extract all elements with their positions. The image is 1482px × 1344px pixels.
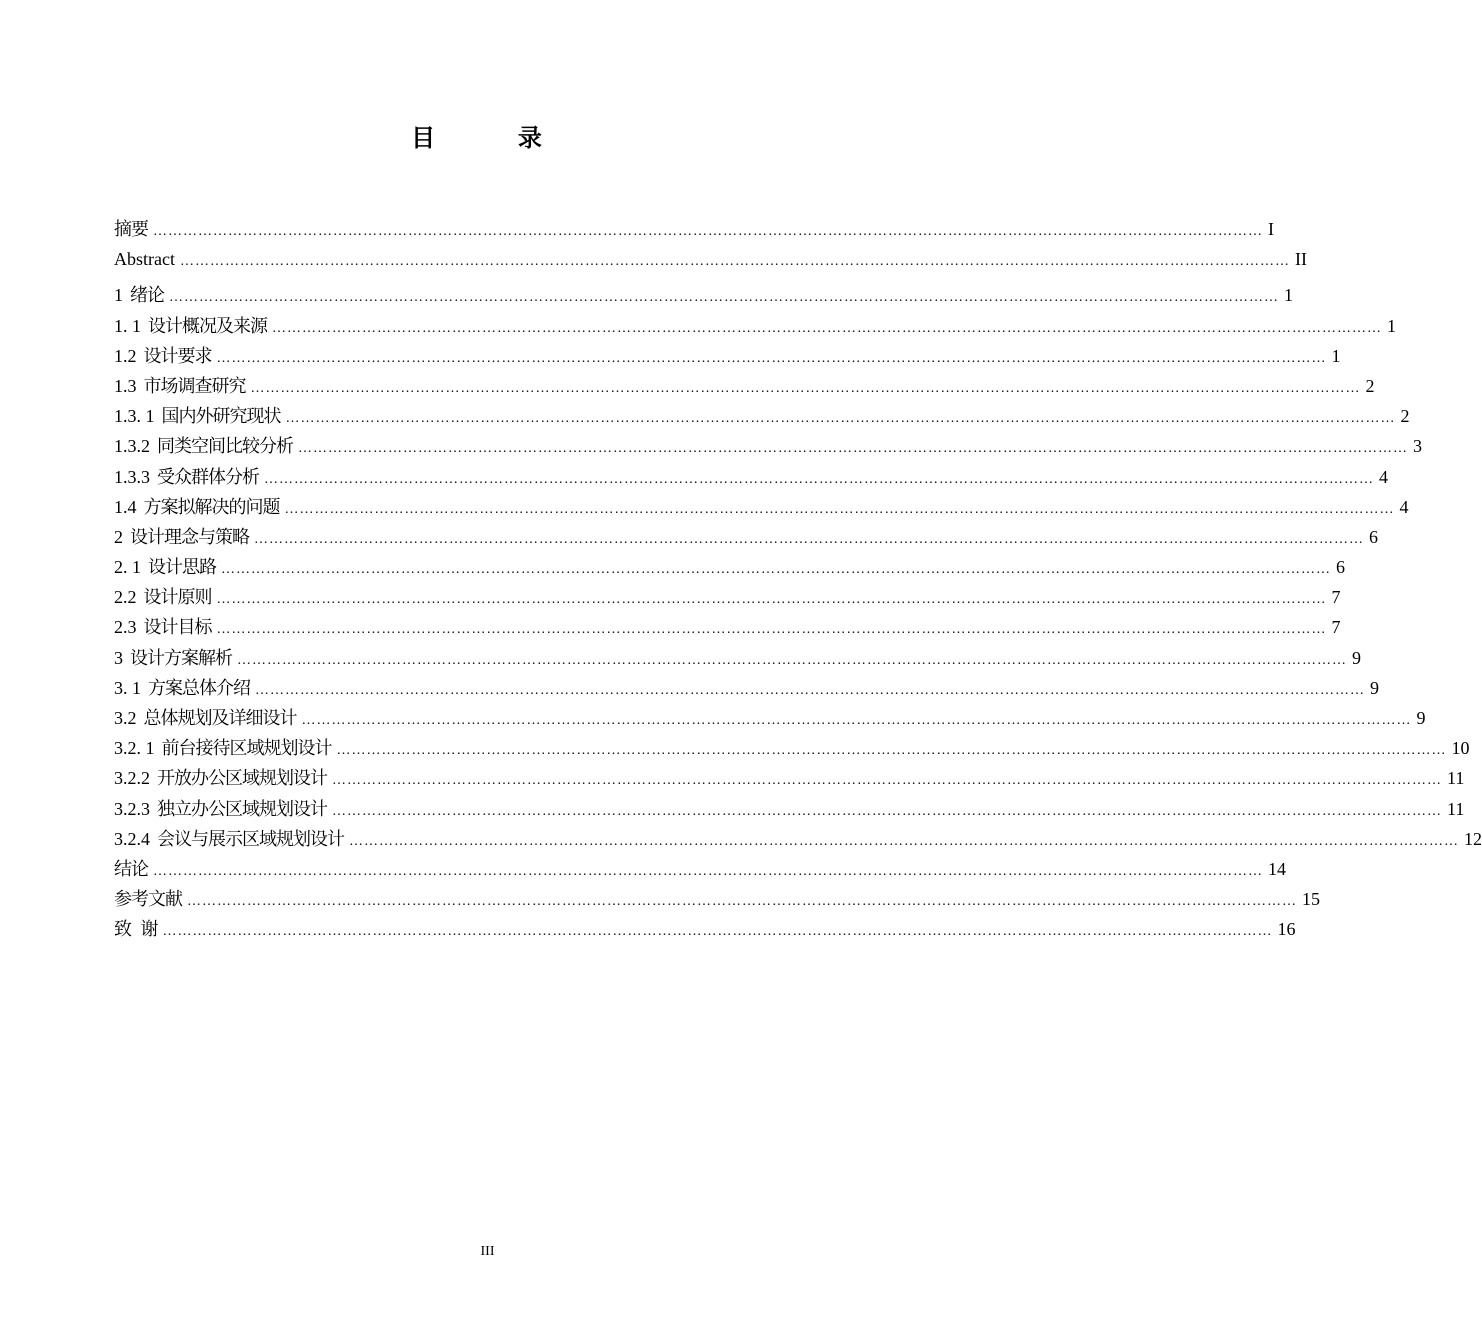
toc-entry-label: 结论: [114, 858, 148, 880]
toc-entry-label: 设计理念与策略: [130, 526, 249, 548]
toc-entry-page: 14: [1268, 858, 1286, 879]
toc-entry-label: 市场调查研究: [143, 375, 246, 397]
toc-entry-page: 16: [1277, 919, 1296, 940]
toc-entry-label: 设计原则: [143, 587, 212, 609]
toc-entry-label: 国内外研究现状: [161, 406, 281, 428]
toc-entry-1-3-2[interactable]: [114, 431, 1422, 461]
toc-entry-number: 2.3: [114, 617, 137, 638]
toc-entry-number: 1.3.2: [114, 436, 150, 457]
toc-entry-number: 3.2.3: [114, 798, 150, 819]
toc-entry-label: 开放办公区域规划设计: [157, 768, 327, 790]
toc-entry-1-2[interactable]: [114, 341, 1341, 371]
toc-entry-page: 1: [1284, 285, 1293, 306]
toc-entry-3-1[interactable]: [114, 673, 1379, 703]
toc-entry-number: 3.2.4: [114, 828, 150, 849]
toc-entry-3-2-4[interactable]: [114, 824, 1482, 854]
toc-entry-number: 1.4: [114, 496, 137, 517]
toc-entry-2-3[interactable]: [114, 612, 1341, 642]
toc-entry-page: 4: [1379, 466, 1388, 487]
toc-entry-page: 11: [1447, 798, 1465, 819]
toc-entry-page: 9: [1370, 677, 1379, 698]
toc-entry-label: 设计思路: [148, 557, 216, 579]
toc-entry-1-3[interactable]: [114, 371, 1375, 401]
toc-entry-page: 7: [1331, 617, 1341, 638]
toc-entry-abstract-cn[interactable]: [114, 214, 1274, 244]
table-of-contents: [114, 214, 1482, 945]
toc-entry-page: 9: [1352, 647, 1361, 668]
toc-entry-label: 方案总体介绍: [148, 677, 250, 699]
dot-leader: ……………………………………………………………………………………………………………………………………………………………………………………………………: [298, 441, 1408, 457]
dot-leader: ……………………………………………………………………………………………………………………………………………………………………………………………………: [301, 713, 1412, 728]
dot-leader: ……………………………………………………………………………………………………………………………………………………………………………………………………: [216, 592, 1327, 608]
dot-leader: ……………………………………………………………………………………………………………………………………………………………………………………………………: [237, 652, 1347, 668]
toc-entry-number: 3.2: [114, 708, 137, 728]
toc-entry-label: 同类空间比较分析: [157, 436, 293, 458]
dot-leader: ……………………………………………………………………………………………………………………………………………………………………………………………………: [162, 924, 1273, 940]
dot-leader: ……………………………………………………………………………………………………………………………………………………………………………………………………: [336, 743, 1447, 759]
toc-entry-label: 前台接待区域规划设计: [161, 738, 332, 760]
toc-entry-label: 总体规划及详细设计: [143, 708, 297, 729]
toc-entry-3-2-3[interactable]: [114, 794, 1465, 824]
dot-leader: ……………………………………………………………………………………………………………………………………………………………………………………………………: [254, 531, 1364, 547]
toc-entry-label: 致 谢: [114, 919, 158, 941]
toc-entry-number: 1.3.3: [114, 466, 150, 487]
toc-entry-label: 摘要: [114, 219, 148, 240]
toc-entry-references[interactable]: [114, 884, 1320, 914]
toc-entry-label: 会议与展示区域规划设计: [157, 828, 344, 850]
toc-entry-number: 3.2. 1: [114, 738, 155, 759]
toc-entry-1-1[interactable]: [114, 311, 1396, 341]
toc-entry-page: 2: [1400, 406, 1410, 427]
toc-entry-3-2[interactable]: [114, 703, 1426, 733]
dot-leader: ……………………………………………………………………………………………………………………………………………………………………………………………………: [169, 290, 1279, 306]
toc-entry-label: 设计要求: [143, 345, 212, 367]
toc-entry-3-2-2[interactable]: [114, 763, 1465, 793]
toc-entry-page: 2: [1365, 375, 1375, 396]
toc-entry-number: 2.2: [114, 587, 137, 608]
toc-entry-label: 绪论: [130, 285, 164, 307]
toc-entry-page: 3: [1413, 436, 1422, 457]
toc-entry-2[interactable]: [114, 522, 1378, 552]
toc-entry-page: 12: [1464, 828, 1482, 849]
toc-entry-number: 1.3. 1: [114, 406, 155, 427]
toc-entry-label: 受众群体分析: [157, 466, 259, 488]
toc-entry-number: 3. 1: [114, 677, 141, 698]
toc-entry-number: 1.3: [114, 375, 137, 396]
page-title: 目 录: [411, 124, 564, 152]
toc-entry-page: 1: [1331, 345, 1341, 366]
toc-entry-2-2[interactable]: [114, 582, 1341, 612]
toc-entry-2-1[interactable]: [114, 552, 1345, 582]
dot-leader: ……………………………………………………………………………………………………………………………………………………………………………………………………: [153, 224, 1263, 239]
toc-entry-label: 方案拟解决的问题: [143, 496, 280, 518]
dot-leader: ……………………………………………………………………………………………………………………………………………………………………………………………………: [255, 682, 1365, 698]
dot-leader: ……………………………………………………………………………………………………………………………………………………………………………………………………: [153, 863, 1263, 879]
toc-entry-label: 参考文献: [114, 889, 182, 911]
dot-leader: ……………………………………………………………………………………………………………………………………………………………………………………………………: [221, 562, 1331, 578]
toc-entry-1-4[interactable]: [114, 492, 1409, 522]
dot-leader: ……………………………………………………………………………………………………………………………………………………………………………………………………: [332, 803, 1442, 819]
toc-entry-number: 2: [114, 526, 123, 547]
toc-entry-page: II: [1294, 249, 1307, 270]
dot-leader: ……………………………………………………………………………………………………………………………………………………………………………………………………: [349, 833, 1459, 849]
toc-entry-abstract-en[interactable]: [114, 244, 1307, 274]
page-number-footer: III: [480, 1244, 495, 1259]
toc-entry-page: 4: [1399, 496, 1409, 517]
toc-entry-3-2-1[interactable]: [114, 733, 1470, 763]
toc-entry-label: 设计概况及来源: [148, 315, 267, 337]
dot-leader: ……………………………………………………………………………………………………………………………………………………………………………………………………: [264, 471, 1374, 487]
toc-entry-label: 设计方案解析: [130, 647, 232, 669]
toc-entry-acknowledgements[interactable]: [114, 914, 1296, 944]
dot-leader: ……………………………………………………………………………………………………………………………………………………………………………………………………: [332, 773, 1442, 789]
toc-entry-page: I: [1268, 219, 1274, 239]
toc-entry-page: 1: [1387, 315, 1396, 336]
toc-entry-label: 独立办公区域规划设计: [157, 798, 327, 820]
toc-entry-number: 1: [114, 285, 123, 306]
toc-entry-number: 2. 1: [114, 557, 141, 578]
toc-entry-page: 7: [1331, 587, 1341, 608]
toc-entry-number: 1.2: [114, 345, 137, 366]
toc-entry-number: 1. 1: [114, 315, 141, 336]
toc-entry-page: 6: [1336, 557, 1345, 578]
toc-entry-page: 6: [1369, 526, 1378, 547]
dot-leader: ……………………………………………………………………………………………………………………………………………………………………………………………………: [216, 350, 1327, 366]
toc-entry-conclusion[interactable]: [114, 854, 1286, 884]
dot-leader: ……………………………………………………………………………………………………………………………………………………………………………………………………: [284, 501, 1395, 517]
toc-entry-3[interactable]: [114, 643, 1361, 673]
dot-leader: ……………………………………………………………………………………………………………………………………………………………………………………………………: [250, 380, 1361, 396]
dot-leader: ……………………………………………………………………………………………………………………………………………………………………………………………………: [179, 254, 1290, 270]
toc-entry-label: 设计目标: [143, 617, 212, 639]
toc-entry-number: 3.2.2: [114, 768, 150, 789]
toc-entry-page: 15: [1302, 889, 1320, 910]
toc-entry-1-3-3[interactable]: [114, 462, 1388, 492]
toc-entry-1-3-1[interactable]: [114, 401, 1410, 431]
toc-entry-number: 3: [114, 647, 123, 668]
dot-leader: ……………………………………………………………………………………………………………………………………………………………………………………………………: [216, 622, 1327, 638]
toc-entry-1[interactable]: [114, 280, 1293, 310]
toc-entry-page: 10: [1451, 738, 1470, 759]
toc-entry-label: Abstract: [114, 249, 175, 270]
toc-entry-page: 11: [1447, 768, 1465, 789]
dot-leader: ……………………………………………………………………………………………………………………………………………………………………………………………………: [285, 411, 1396, 427]
toc-entry-page: 9: [1416, 708, 1426, 728]
dot-leader: ……………………………………………………………………………………………………………………………………………………………………………………………………: [272, 320, 1382, 336]
dot-leader: ……………………………………………………………………………………………………………………………………………………………………………………………………: [187, 894, 1297, 910]
